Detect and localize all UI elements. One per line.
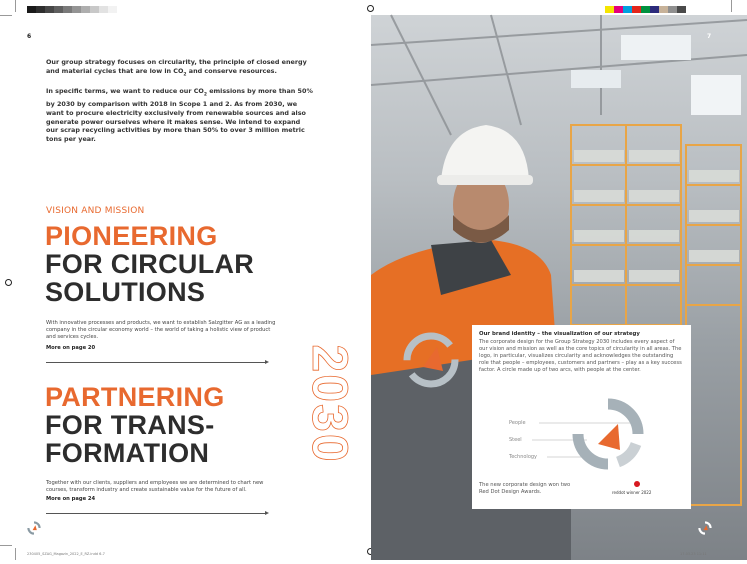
- brand-box-text: The corporate design for the Group Strategy 2030 includes every aspect of our vision and mission as well as the core topics of circularity in all areas. The logo, in particular, visualizes circularity and acknowledges the outstanding role that people – employees, customers and partners – play as a key success factor. A circle made up of two arcs, with people at the center.: [479, 339, 682, 373]
- brand-box-title: Our brand identity – the visualization of our strategy: [479, 331, 640, 337]
- divider-arrow-2: [46, 513, 266, 514]
- slug-left: 230405_SZAG_Magazin_2022_E_RZ.indd 6-7: [27, 552, 105, 556]
- intro-paragraph-2: In specific terms, we want to reduce our $CO_2$ emissions by more than 50% by 2030 by comparison with 2018 in Scope 1 and 2. As from 2030, we want to procure electricity exclusively from renewable sources and also generate power ourselves where it makes sense. We intend to expand our scrap recycling activities by more than 50% to over 3 million metric tons per year.: [46, 87, 313, 143]
- svg-text:2030: 2030: [302, 344, 358, 464]
- crop-mark: [0, 545, 12, 546]
- brand-identity-box: [472, 325, 691, 509]
- reddot-logo-text: reddot winner 2022: [612, 490, 652, 495]
- partnering-more-link[interactable]: More on page 24: [46, 496, 96, 502]
- headline-pioneering: PIONEERING FOR CIRCULAR SOLUTIONS: [45, 221, 255, 307]
- award-text: The new corporate design won two Red Dot Design Awards.: [479, 482, 571, 495]
- slug-right: 17.03.23 11:11: [680, 552, 707, 556]
- intro-paragraph-1: Our group strategy focuses on circularity, the principle of closed energy and material cycles that are low in $CO_2$ and conserve resources.: [46, 58, 307, 77]
- label-steel: Steel: [509, 437, 522, 443]
- arrow-right-icon: [265, 360, 269, 364]
- logo-icon-left: [27, 521, 41, 535]
- section-label-vision: VISION AND MISSION: [46, 206, 145, 216]
- color-bar-right: [605, 6, 686, 13]
- page-number-right: 7: [707, 33, 712, 40]
- crop-mark: [15, 0, 16, 12]
- label-people: People: [509, 420, 526, 426]
- label-technology: Technology: [509, 454, 538, 460]
- crop-mark: [731, 0, 732, 12]
- partnering-body: Together with our clients, suppliers and employees we are determined to chart new courses, transform industry and create sustainable value for the future of all.: [46, 480, 264, 493]
- color-bar-left: [27, 6, 117, 13]
- registration-mark-left: [5, 279, 12, 286]
- crop-mark: [0, 15, 12, 16]
- year-2030-vertical: [302, 312, 358, 497]
- brand-logo-diagram: [572, 398, 644, 470]
- arrow-right-icon: [265, 511, 269, 515]
- vision-more-link[interactable]: More on page 20: [46, 345, 96, 351]
- logo-icon-right: [698, 521, 712, 535]
- intro-text: [46, 58, 314, 151]
- crop-mark: [15, 548, 16, 560]
- divider-arrow-1: [46, 362, 266, 363]
- registration-mark-top: [367, 5, 374, 12]
- vision-body: With innovative processes and products, we want to establish Salzgitter AG as a leading company in the circular economy world – the world of taking a holistic view of product and services cycles.: [46, 320, 276, 340]
- page-number-left: 6: [27, 33, 32, 40]
- headline-partnering: PARTNERING FOR TRANS- FORMATION: [45, 382, 225, 468]
